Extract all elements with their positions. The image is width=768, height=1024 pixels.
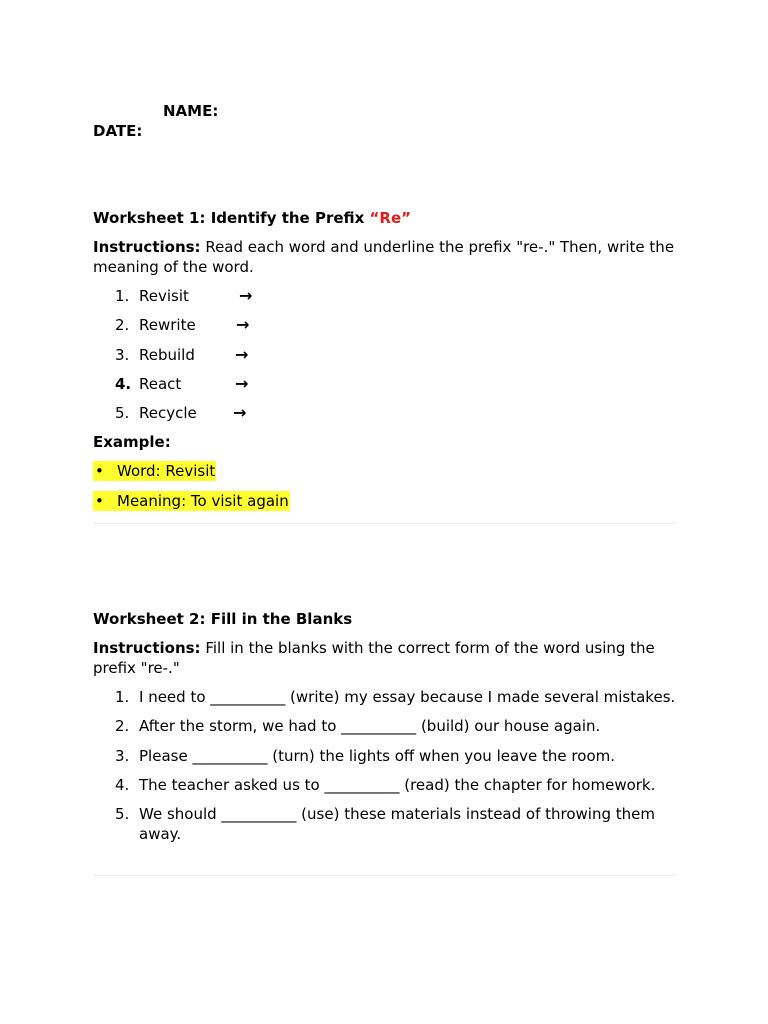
list-item <box>93 716 683 736</box>
item-word: Rewrite <box>139 316 196 335</box>
highlighted-text <box>93 461 216 481</box>
sentence-text: We should __________ (use) these materials instead of throwing them away. <box>139 805 655 844</box>
sentence-text: The teacher asked us to __________ (read) the chapter for homework. <box>139 775 656 794</box>
item-number: 2. <box>115 316 130 335</box>
arrow-right-icon: → <box>235 344 249 364</box>
sentence-text: Please __________ (turn) the lights off when you leave the room. <box>139 746 616 765</box>
example-text: Word: Revisit <box>117 462 216 481</box>
worksheet-2-sentence-list <box>93 687 683 844</box>
example-label: Example: <box>93 433 171 452</box>
list-item <box>93 687 683 707</box>
item-number: 3. <box>115 746 130 765</box>
highlighted-text <box>93 491 290 511</box>
arrow-right-icon: → <box>239 286 253 305</box>
worksheet-1-title <box>93 208 683 228</box>
section-divider <box>93 875 676 876</box>
example-item <box>93 491 683 511</box>
item-number: 3. <box>115 345 130 364</box>
list-item <box>93 374 683 394</box>
worksheet-2-instructions-text: Fill in the blanks with the correct form of the word using the prefix "re-." <box>93 639 655 677</box>
item-word: Recycle <box>139 404 197 423</box>
worksheet-2-instructions <box>93 638 683 678</box>
worksheet-1-instructions <box>93 237 683 277</box>
worksheet-1-instructions-lead: Instructions: <box>93 238 201 256</box>
date-label: DATE: <box>93 122 143 140</box>
item-number: 4. <box>115 775 130 794</box>
sentence-text: I need to __________ (write) my essay because I made several mistakes. <box>139 688 676 706</box>
item-number: 2. <box>115 717 130 736</box>
section-divider <box>93 523 676 524</box>
list-item <box>93 315 683 335</box>
item-number: 1. <box>115 287 130 305</box>
list-item <box>93 746 683 766</box>
item-number: 5. <box>115 404 130 423</box>
item-number: 5. <box>115 805 130 824</box>
sentence-text: After the storm, we had to __________ (build) our house again. <box>139 717 601 736</box>
example-list <box>93 461 683 510</box>
item-number: 4. <box>115 374 132 393</box>
worksheet-1-title-text: Worksheet 1: Identify the Prefix <box>93 209 370 227</box>
example-text: Meaning: To visit again <box>117 491 289 510</box>
worksheet-2-instructions-lead: Instructions: <box>93 639 201 657</box>
item-number: 1. <box>115 688 130 706</box>
bullet-icon: • <box>95 491 104 510</box>
item-word: Rebuild <box>139 345 195 364</box>
worksheet-2-title: Worksheet 2: Fill in the Blanks <box>93 610 353 628</box>
worksheet-2-section <box>93 609 683 853</box>
item-word: Revisit <box>139 287 189 305</box>
list-item <box>93 804 683 844</box>
bullet-icon: • <box>95 462 104 481</box>
arrow-right-icon: → <box>235 373 249 393</box>
arrow-right-icon: → <box>233 403 247 423</box>
name-label: NAME: <box>163 102 219 120</box>
example-item <box>93 461 683 481</box>
list-item <box>93 775 683 795</box>
item-word: React <box>139 374 182 393</box>
worksheet-1-title-accent: “Re” <box>369 209 411 227</box>
worksheet-1-section <box>93 208 683 520</box>
worksheet-1-word-list <box>93 286 683 423</box>
arrow-right-icon: → <box>236 315 250 335</box>
list-item <box>93 403 683 423</box>
worksheet-1-instructions-text: Read each word and underline the prefix "re-." Then, write the meaning of the word. <box>93 238 675 276</box>
list-item <box>93 345 683 365</box>
list-item <box>93 286 683 306</box>
